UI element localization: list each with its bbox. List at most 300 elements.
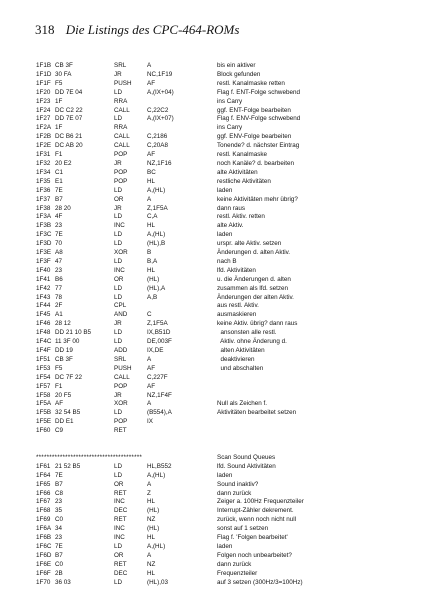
operands: NC,1F19 [147, 70, 173, 78]
comment: ansonsten alle restl. [217, 329, 277, 337]
operands: (HL) [147, 525, 160, 533]
opcode-bytes: 21 52 B5 [55, 462, 81, 470]
opcode-bytes: DD 19 [55, 347, 73, 354]
mnemonic: PUSH [114, 79, 132, 87]
listing-row [36, 445, 416, 454]
mnemonic: SRL [114, 355, 127, 363]
listing-row [36, 400, 416, 409]
address: 1F6B [36, 534, 52, 542]
address: 1F70 [36, 578, 51, 586]
comment: keine Aktivitäten mehr übrig? [217, 195, 298, 203]
opcode-bytes: 77 [55, 284, 63, 292]
listing-row [36, 285, 416, 294]
comment: noch Kanäle? d. bearbeiten [217, 159, 295, 167]
operands: AF [147, 151, 156, 159]
opcode-bytes: DC 7F 22 [55, 373, 82, 381]
listing-row [36, 436, 416, 445]
operands: HL [147, 498, 156, 506]
assembly-listing [36, 62, 416, 587]
address: 1F6A [36, 525, 52, 533]
mnemonic: CALL [114, 133, 130, 141]
listing-row [36, 383, 416, 392]
address: 1F1B [36, 62, 52, 69]
mnemonic: POP [114, 151, 128, 159]
comment: zusammen als lfd. setzen [217, 284, 289, 292]
mnemonic: RET [114, 516, 127, 524]
opcode-bytes: 11 3F 00 [55, 338, 80, 346]
comment: u. die Änderungen d. alten [217, 275, 291, 283]
operands: A,(IX+07) [147, 115, 174, 123]
mnemonic: XOR [114, 400, 128, 408]
address: 1F64 [36, 471, 51, 479]
mnemonic: LD [114, 88, 123, 96]
operands: A [147, 551, 152, 559]
opcode-bytes: B6 [55, 275, 63, 283]
mnemonic: CALL [114, 142, 130, 150]
operands: A,(HL) [147, 542, 166, 550]
listing-row [36, 338, 416, 347]
operands: NZ [147, 560, 156, 568]
mnemonic: AND [114, 311, 128, 319]
listing-row [36, 107, 416, 116]
address: 1F48 [36, 329, 51, 337]
operands: (B554),A [147, 409, 172, 417]
opcode-bytes: DC AB 20 [55, 142, 83, 150]
opcode-bytes: 20 E2 [55, 159, 72, 167]
mnemonic: JR [114, 320, 122, 328]
listing-row [36, 561, 416, 570]
listing-row [36, 356, 416, 365]
address: 1F37 [36, 195, 51, 203]
mnemonic: JR [114, 204, 122, 212]
mnemonic: LD [114, 231, 123, 239]
address: 1F42 [36, 284, 51, 292]
opcode-bytes: 36 03 [55, 578, 71, 586]
address: 1F51 [36, 355, 51, 363]
listing-row [36, 365, 416, 374]
opcode-bytes: 34 [55, 525, 63, 533]
mnemonic: INC [114, 534, 125, 542]
address: 1F2E [36, 142, 52, 150]
address: 1F3D [36, 240, 52, 248]
address: 1F3F [36, 257, 51, 265]
listing-row [36, 169, 416, 178]
opcode-bytes: A1 [55, 311, 63, 319]
mnemonic: LD [114, 257, 123, 265]
section-heading: Scan Sound Queues [217, 453, 276, 461]
opcode-bytes: B7 [55, 195, 63, 203]
operands: A [147, 195, 152, 203]
mnemonic: LD [114, 542, 123, 550]
comment: Zeiger a. 100Hz Frequenzteiler [217, 498, 304, 506]
mnemonic: INC [114, 266, 125, 274]
comment: Änderungen der alten Aktiv. [217, 293, 294, 301]
listing-row [36, 579, 416, 588]
comment: dann zurück [217, 489, 252, 497]
opcode-bytes: DC C2 22 [55, 106, 83, 114]
mnemonic: DEC [114, 569, 128, 577]
opcode-bytes: B7 [55, 551, 63, 559]
address: 1F57 [36, 382, 51, 390]
comment: Folgen noch unbearbeitet? [217, 551, 292, 559]
operands: C,20A8 [147, 142, 169, 150]
operands: C [147, 311, 152, 319]
opcode-bytes: 1F [55, 124, 63, 132]
operands: A,(HL) [147, 186, 166, 194]
listing-row [36, 133, 416, 142]
operands: A [147, 62, 152, 69]
address: 1F67 [36, 498, 51, 506]
mnemonic: RRA [114, 124, 128, 132]
opcode-bytes: E1 [55, 177, 63, 185]
mnemonic: RET [114, 489, 127, 497]
opcode-bytes: F1 [55, 382, 63, 390]
listing-row [36, 249, 416, 258]
opcode-bytes: 1F [55, 97, 63, 105]
mnemonic: OR [114, 195, 124, 203]
address: 1F34 [36, 168, 51, 176]
operands: A [147, 480, 152, 488]
listing-row [36, 534, 416, 543]
opcode-bytes: DD E1 [55, 418, 74, 426]
mnemonic: JR [114, 159, 122, 167]
listing-row [36, 463, 416, 472]
listing-row [36, 187, 416, 196]
address: 1F3C [36, 231, 52, 239]
listing-row [36, 89, 416, 98]
comment: restl. Kanalmaske [217, 151, 268, 159]
comment: alte Aktiv. [217, 222, 244, 230]
operands: A [147, 400, 152, 408]
mnemonic: POP [114, 382, 128, 390]
opcode-bytes: DD 7E 07 [55, 115, 83, 123]
listing-row [36, 124, 416, 133]
comment: Sound inaktiv? [217, 480, 259, 488]
listing-row [36, 481, 416, 490]
address: 1F43 [36, 293, 51, 301]
comment: Änderungen d. alten Aktiv. [217, 249, 291, 257]
page-title: Die Listings des CPC-464-ROMs [65, 22, 240, 37]
listing-row [36, 472, 416, 481]
comment: lfd. Aktivitäten [217, 266, 256, 274]
opcode-bytes: DD 21 10 B5 [55, 329, 92, 337]
comment: laden [217, 231, 233, 239]
address: 1F2B [36, 133, 52, 141]
opcode-bytes: DD 7E 04 [55, 88, 83, 96]
listing-row [36, 258, 416, 267]
operands: DE,003F [147, 338, 172, 346]
operands: Z,1F5A [147, 204, 168, 212]
opcode-bytes: 23 [55, 534, 63, 542]
comment: Tonende? d. nächster Eintrag [217, 142, 300, 150]
opcode-bytes: 7E [55, 471, 63, 479]
comment: dann raus [217, 204, 246, 212]
comment: sonst auf 1 setzen [217, 525, 269, 533]
address: 1F35 [36, 177, 51, 185]
address: 1F69 [36, 516, 51, 524]
operands: A,B [147, 293, 158, 301]
address: 1F38 [36, 204, 51, 212]
operands: HL [147, 177, 156, 185]
section-separator-row [36, 454, 416, 463]
operands: AF [147, 382, 156, 390]
listing-row [36, 525, 416, 534]
mnemonic: LD [114, 213, 123, 221]
opcode-bytes: 4F [55, 213, 63, 221]
address: 1F27 [36, 115, 51, 123]
mnemonic: SRL [114, 62, 127, 69]
listing-row [36, 418, 416, 427]
opcode-bytes: C1 [55, 168, 64, 176]
listing-row [36, 490, 416, 499]
mnemonic: INC [114, 525, 125, 533]
listing-row [36, 516, 416, 525]
listing-row [36, 142, 416, 151]
address: 1F41 [36, 275, 51, 283]
operands: C,227F [147, 373, 168, 381]
mnemonic: JR [114, 391, 122, 399]
mnemonic: OR [114, 480, 124, 488]
operands: NZ [147, 516, 156, 524]
page-header [35, 22, 410, 42]
opcode-bytes: 70 [55, 240, 63, 248]
opcode-bytes: CB 3F [55, 62, 73, 69]
opcode-bytes: 35 [55, 507, 63, 515]
mnemonic: LD [114, 409, 123, 417]
opcode-bytes: 23 [55, 498, 63, 506]
comment: ausmaskieren [217, 311, 257, 319]
comment: bis ein aktiver [217, 62, 256, 69]
operands: (HL),B [147, 240, 166, 248]
opcode-bytes: 7E [55, 186, 63, 194]
opcode-bytes: 32 54 B5 [55, 409, 81, 417]
comment: dann zurück [217, 560, 252, 568]
address: 1F31 [36, 151, 51, 159]
comment: Flag f. ENT-Folge schwebend [217, 88, 300, 96]
listing-row [36, 543, 416, 552]
listing-row [36, 240, 416, 249]
comment: lfd. Sound Aktivitäten [217, 462, 276, 470]
comment: Aktiv. ohne Änderung d. [217, 338, 287, 346]
address: 1F1F [36, 79, 51, 87]
listing-row [36, 222, 416, 231]
mnemonic: INC [114, 222, 125, 230]
listing-row [36, 178, 416, 187]
mnemonic: LD [114, 462, 123, 470]
listing-row [36, 347, 416, 356]
mnemonic: XOR [114, 249, 128, 257]
listing-row [36, 213, 416, 222]
operands: C,A [147, 213, 158, 221]
address: 1F5E [36, 418, 52, 426]
mnemonic: ADD [114, 347, 128, 354]
opcode-bytes: B7 [55, 480, 63, 488]
listing-row [36, 276, 416, 285]
listing-row [36, 311, 416, 320]
address: 1F54 [36, 373, 51, 381]
address: 1F3E [36, 249, 52, 257]
mnemonic: LD [114, 338, 123, 346]
comment: laden [217, 186, 233, 194]
comment: keine Aktiv. übrig? dann raus [217, 320, 298, 328]
listing-row [36, 409, 416, 418]
mnemonic: OR [114, 275, 124, 283]
mnemonic: POP [114, 418, 128, 426]
comment: auf 3 setzen (300Hz/3=100Hz) [217, 578, 303, 586]
address: 1F36 [36, 186, 51, 194]
operands: (HL),A [147, 284, 166, 292]
opcode-bytes: C8 [55, 489, 64, 497]
opcode-bytes: 23 [55, 266, 63, 274]
address: 1F3A [36, 213, 52, 221]
listing-row [36, 570, 416, 579]
opcode-bytes: CB 3F [55, 355, 73, 363]
operands: B,A [147, 257, 158, 265]
listing-row [36, 507, 416, 516]
address: 1F68 [36, 507, 51, 515]
comment: Frequenzteiler [217, 569, 258, 577]
comment: und abschalten [217, 364, 264, 372]
mnemonic: LD [114, 293, 123, 301]
listing-row [36, 160, 416, 169]
mnemonic: RRA [114, 97, 128, 105]
opcode-bytes: 7E [55, 231, 63, 239]
operands: HL [147, 266, 156, 274]
comment: urspr. alte Aktiv. setzen [217, 240, 282, 248]
address: 1F66 [36, 489, 51, 497]
comment: Flag f. 'Folgen bearbeitet' [217, 534, 288, 542]
listing-row [36, 196, 416, 205]
listing-row [36, 151, 416, 160]
page-number: 318 [35, 22, 55, 37]
comment: restl. Kanalmaske retten [217, 79, 285, 87]
opcode-bytes: 7E [55, 542, 63, 550]
operands: Z,1F5A [147, 320, 168, 328]
address: 1F6E [36, 560, 52, 568]
comment: ggf. ENT-Folge bearbeiten [217, 106, 291, 114]
address: 1F44 [36, 302, 51, 310]
comment: Block gefunden [217, 70, 261, 78]
address: 1F20 [36, 88, 51, 96]
address: 1F32 [36, 159, 51, 167]
address: 1F61 [36, 462, 51, 470]
comment: laden [217, 542, 233, 550]
operands: HL [147, 534, 156, 542]
operands: A,(HL) [147, 231, 166, 239]
listing-row [36, 392, 416, 401]
mnemonic: INC [114, 498, 125, 506]
listing-row [36, 427, 416, 436]
operands: (HL),03 [147, 578, 168, 586]
address: 1F46 [36, 320, 51, 328]
listing-row [36, 80, 416, 89]
comment: Aktivitäten bearbeitet setzen [217, 409, 297, 417]
address: 1F58 [36, 391, 51, 399]
opcode-bytes: 28 20 [55, 204, 71, 212]
comment: aus restl. Aktiv. [217, 302, 259, 310]
mnemonic: DEC [114, 507, 128, 515]
listing-row [36, 267, 416, 276]
address: 1F2A [36, 124, 52, 132]
address: 1F4C [36, 338, 52, 346]
operands: IX,B51D [147, 329, 171, 337]
address: 1F23 [36, 97, 51, 105]
operands: IX,DE [147, 347, 164, 354]
mnemonic: RET [114, 560, 127, 568]
mnemonic: LD [114, 471, 123, 479]
opcode-bytes: A8 [55, 249, 63, 257]
listing-row [36, 71, 416, 80]
address: 1F5A [36, 400, 52, 408]
address: 1F60 [36, 427, 51, 435]
mnemonic: CALL [114, 106, 130, 114]
operands: (HL) [147, 507, 160, 515]
listing-row [36, 302, 416, 311]
address: 1F53 [36, 364, 51, 372]
operands: C,22C2 [147, 106, 169, 114]
operands: HL,B552 [147, 462, 172, 470]
listing-row [36, 205, 416, 214]
operands: A,(IX+04) [147, 88, 174, 96]
listing-row [36, 294, 416, 303]
operands: NZ,1F16 [147, 159, 172, 167]
mnemonic: POP [114, 177, 128, 185]
opcode-bytes: 28 12 [55, 320, 71, 328]
listing-row [36, 374, 416, 383]
address: 1F6F [36, 569, 51, 577]
mnemonic: LD [114, 115, 123, 123]
mnemonic: LD [114, 186, 123, 194]
opcode-bytes: C0 [55, 516, 64, 524]
comment: ins Carry [217, 124, 243, 132]
comment: Null als Zeichen f. [217, 400, 268, 408]
opcode-bytes: 30 FA [55, 70, 72, 78]
address: 1F45 [36, 311, 51, 319]
operands: NZ,1F4F [147, 391, 172, 399]
address: 1F1D [36, 70, 52, 78]
opcode-bytes: C0 [55, 560, 64, 568]
address: 1F6D [36, 551, 52, 559]
comment: Flag f. ENV-Folge schwebend [217, 115, 301, 123]
mnemonic: LD [114, 329, 123, 337]
operands: HL [147, 569, 156, 577]
comment: alte Aktivitäten [217, 168, 258, 176]
comment: restliche Aktivitäten [217, 177, 271, 185]
mnemonic: PUSH [114, 364, 132, 372]
operands: HL [147, 222, 156, 230]
opcode-bytes: 78 [55, 293, 63, 301]
comment: restl. Aktiv. retten [217, 213, 265, 221]
operands: C,2186 [147, 133, 168, 141]
listing-row [36, 62, 416, 71]
operands: AF [147, 79, 156, 87]
address: 1F4F [36, 347, 51, 354]
opcode-bytes: 23 [55, 222, 63, 230]
mnemonic: POP [114, 168, 128, 176]
mnemonic: LD [114, 578, 123, 586]
separator-line: **************************************** [36, 453, 143, 461]
mnemonic: LD [114, 284, 123, 292]
comment: ggf. ENV-Folge bearbeiten [217, 133, 292, 141]
operands: A [147, 355, 152, 363]
operands: BC [147, 168, 156, 176]
opcode-bytes: C9 [55, 427, 64, 435]
comment: Interrupt-Zähler dekrement. [217, 507, 294, 515]
comment: laden [217, 471, 233, 479]
listing-row [36, 115, 416, 124]
operands: B [147, 249, 152, 257]
address: 1F24 [36, 106, 51, 114]
